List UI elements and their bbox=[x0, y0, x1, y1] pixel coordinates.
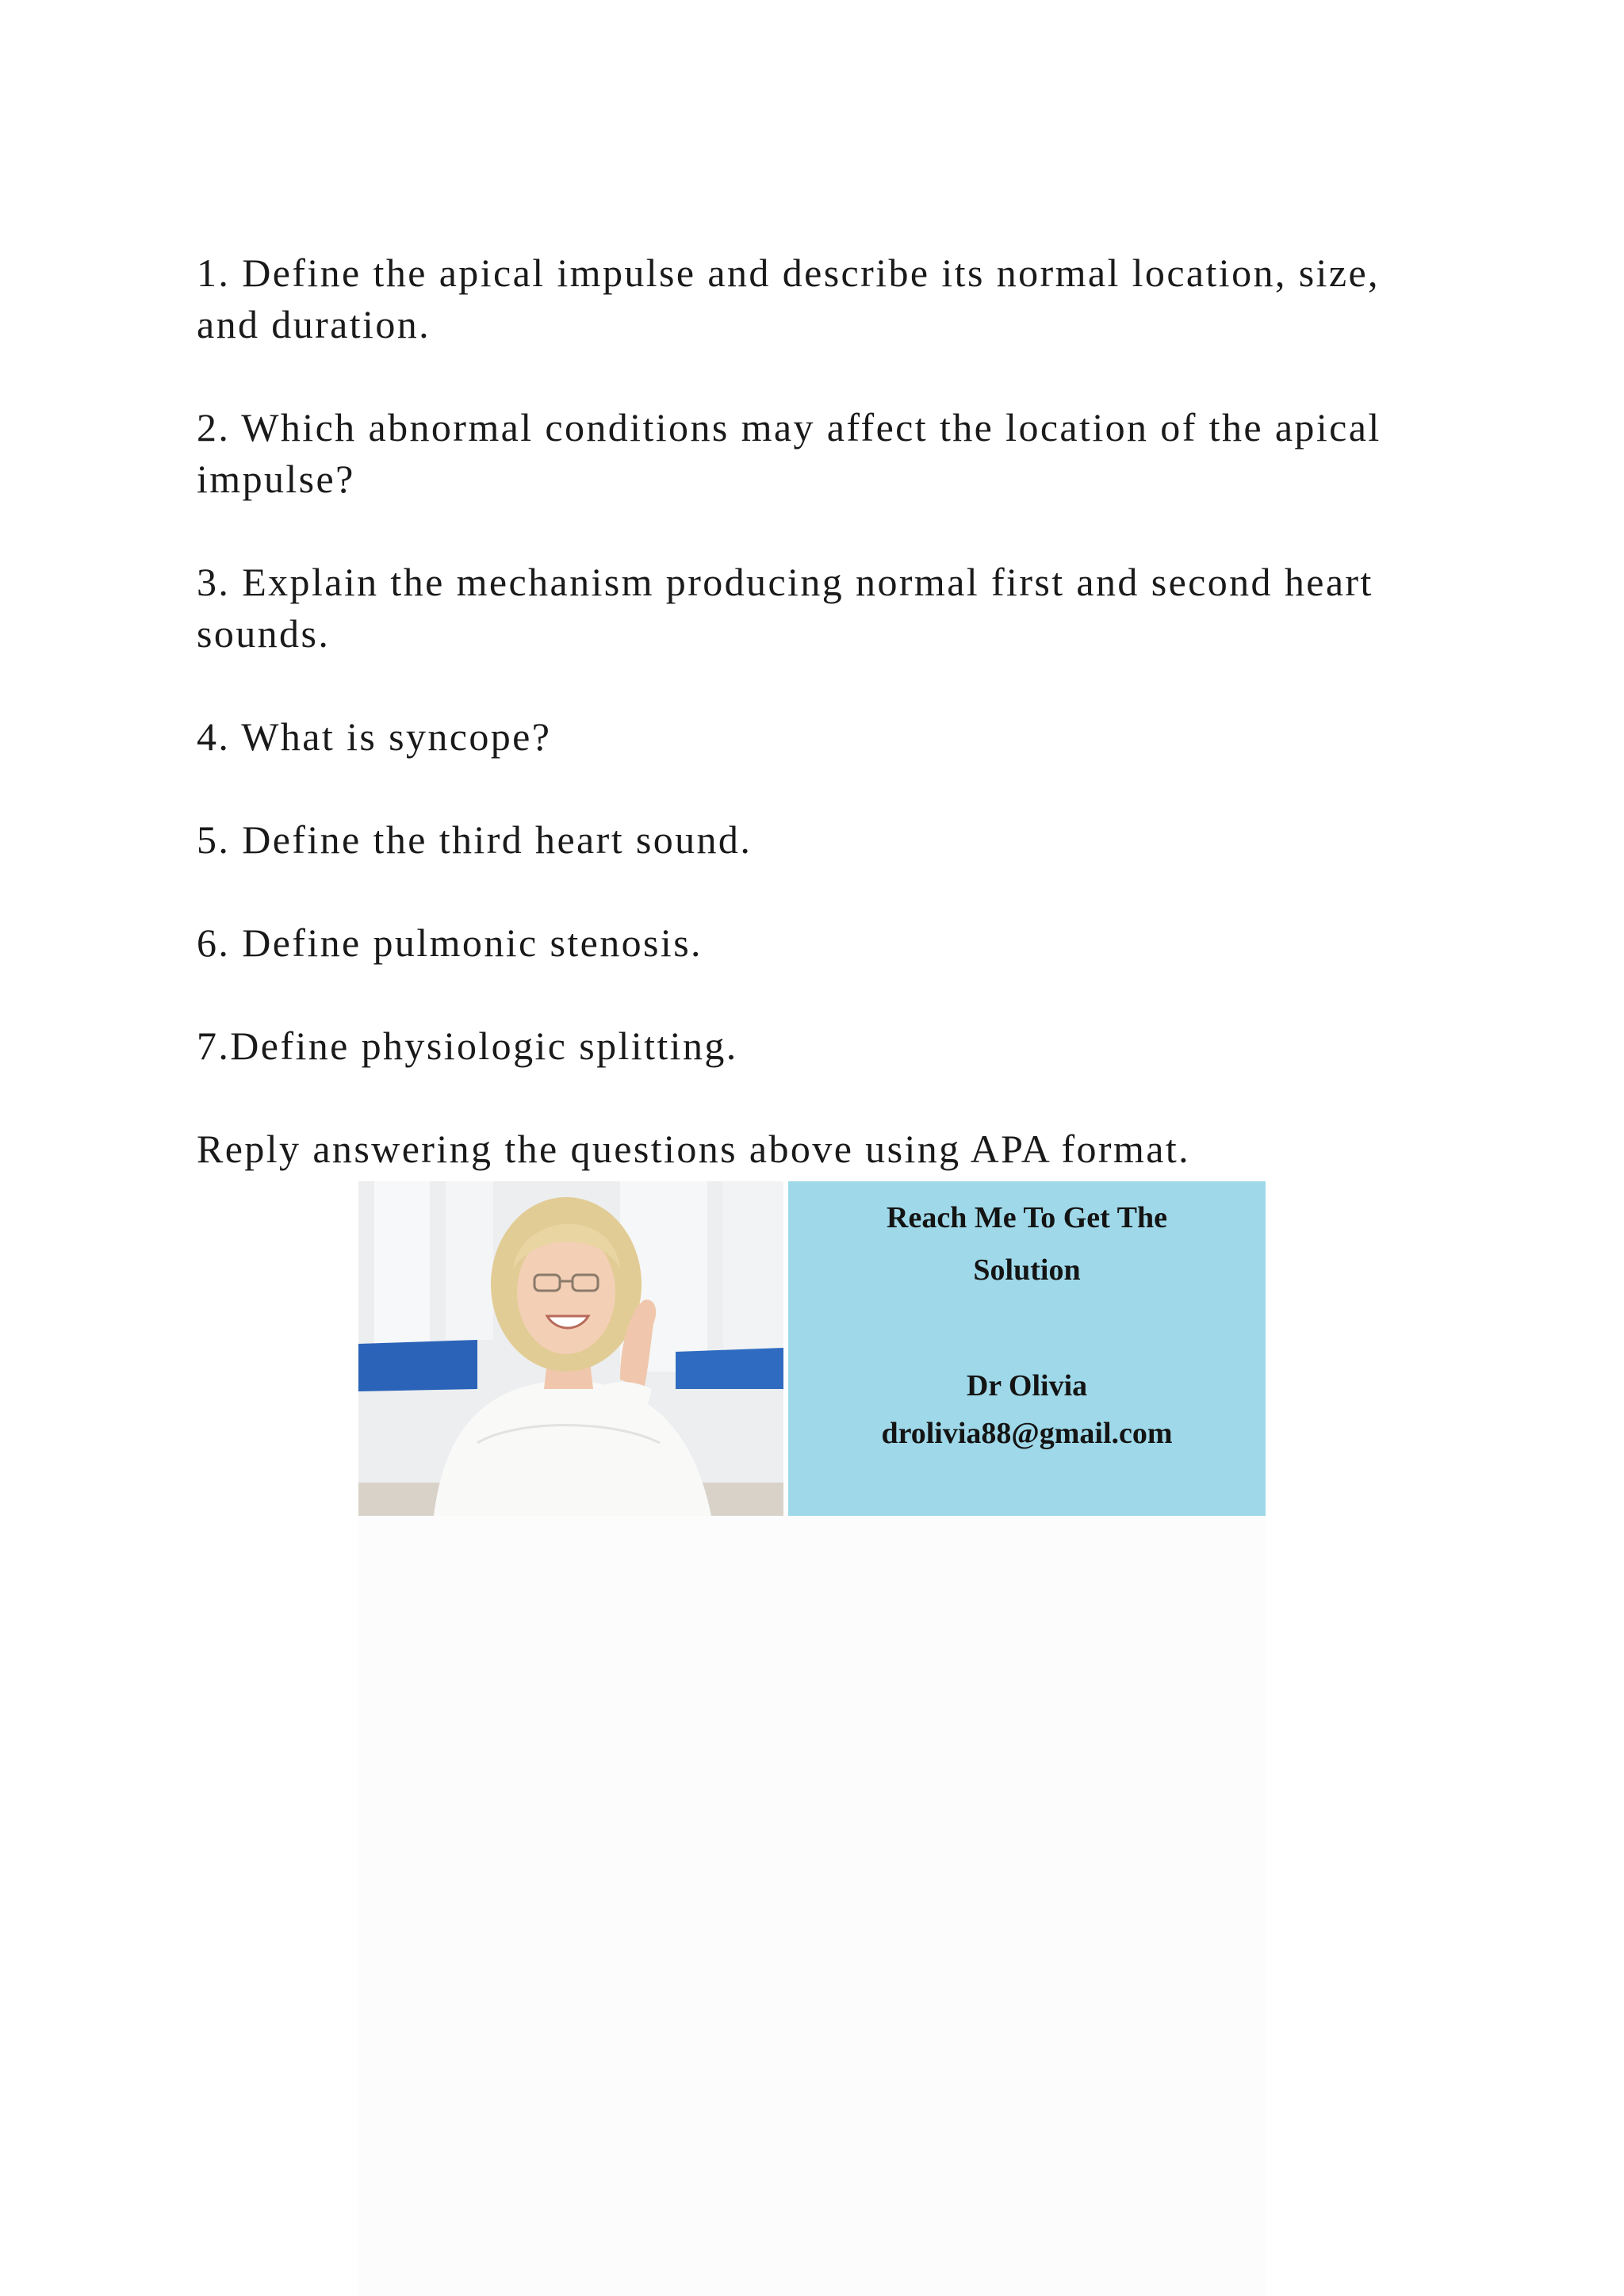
banner-headline-line2: Solution bbox=[973, 1253, 1081, 1287]
contact-email: drolivia88@gmail.com bbox=[881, 1417, 1173, 1450]
contact-name: Dr Olivia bbox=[966, 1369, 1088, 1402]
question-6: 6. Define pulmonic stenosis. bbox=[197, 920, 703, 965]
banner-shadow-area bbox=[358, 1516, 1266, 2296]
woman-photo bbox=[358, 1181, 783, 1516]
contact-banner bbox=[358, 1181, 1266, 1516]
question-5: 5. Define the third heart sound. bbox=[197, 817, 753, 862]
question-1: 1. Define the apical impulse and describe its normal location, size, and duration. bbox=[197, 251, 1380, 346]
banner-headline-line1: Reach Me To Get The bbox=[887, 1201, 1167, 1234]
contact-panel bbox=[788, 1181, 1266, 1516]
instruction-text: Reply answering the questions above using APA format. bbox=[197, 1127, 1191, 1171]
question-7: 7.Define physiologic splitting. bbox=[197, 1024, 738, 1068]
question-2: 2. Which abnormal conditions may affect the location of the apical impulse? bbox=[197, 405, 1381, 501]
question-3: 3. Explain the mechanism producing normal first and second heart sounds. bbox=[197, 560, 1373, 656]
question-4: 4. What is syncope? bbox=[197, 714, 552, 759]
woman-photo-illustration bbox=[358, 1181, 783, 1516]
question-list bbox=[197, 247, 1434, 1175]
